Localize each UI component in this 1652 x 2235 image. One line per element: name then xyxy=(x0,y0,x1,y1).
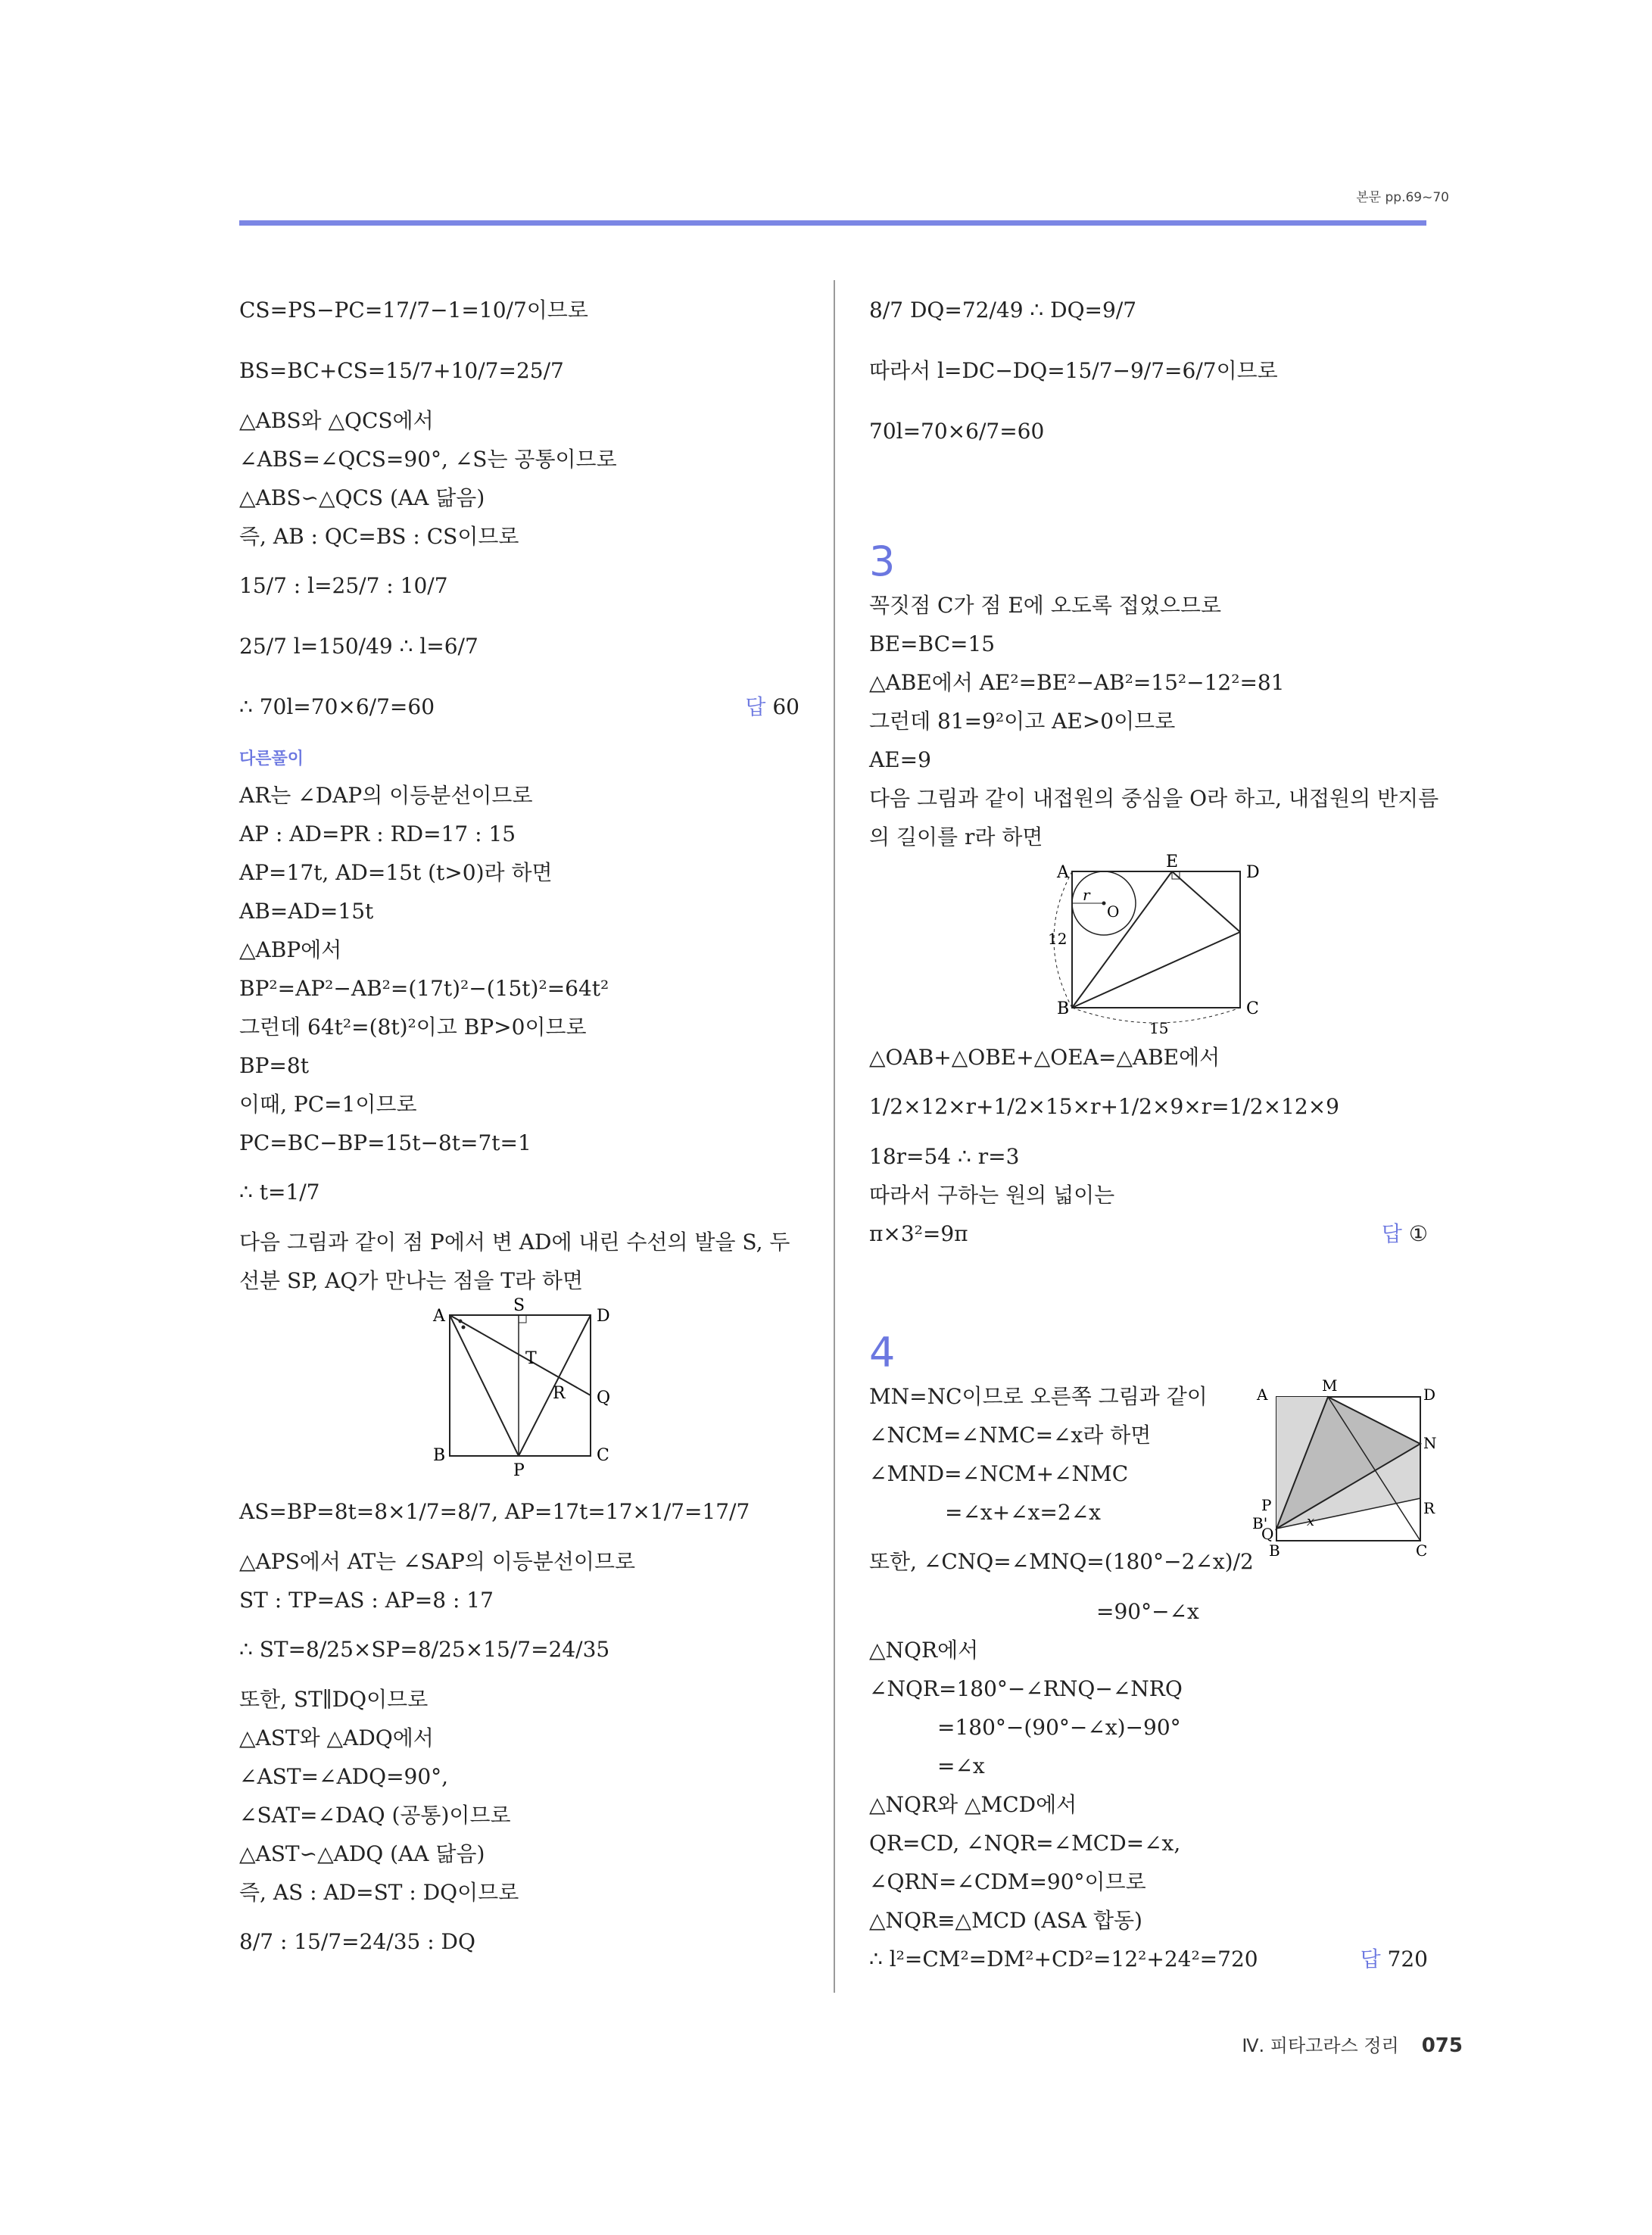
math-line: AB=AD=15t xyxy=(239,899,374,924)
math-line: 즉, AB : QC=BS : CS이므로 xyxy=(239,524,519,549)
label-a: A xyxy=(1057,863,1069,882)
answer-60 xyxy=(745,677,800,737)
text-line: 따라서 구하는 원의 넓이는 xyxy=(869,1183,1115,1208)
text-line: 다음 그림과 같이 점 P에서 변 AD에 내린 수선의 발을 S, 두 xyxy=(239,1230,790,1255)
math-line: ST : TP=AS : AP=8 : 17 xyxy=(239,1588,494,1613)
math-line: 1/2×12×r+1/2×15×r+1/2×9×r=1/2×12×9 xyxy=(869,1094,1339,1119)
label-r: r xyxy=(1083,886,1090,904)
label-e: E xyxy=(1166,853,1179,871)
math-line: ∴ ST=8/25×SP=8/25×15/7=24/35 xyxy=(239,1637,610,1662)
math-line: =∠x xyxy=(937,1753,985,1778)
label-c: C xyxy=(1416,1541,1428,1560)
label-a: A xyxy=(1257,1386,1268,1404)
math-line: ∠NQR=180°−∠RNQ−∠NRQ xyxy=(869,1676,1183,1701)
answer-line xyxy=(239,677,800,737)
math-line: ∠SAT=∠DAQ (공통)이므로 xyxy=(239,1803,511,1828)
math-line: BP²=AP²−AB²=(17t)²−(15t)²=64t² xyxy=(239,976,609,1001)
label-a: A xyxy=(433,1307,445,1326)
label-12: 12 xyxy=(1048,930,1068,948)
label-t: T xyxy=(525,1349,537,1368)
math-line: 즉, AS : AD=ST : DQ이므로 xyxy=(239,1880,519,1905)
math-line: MN=NC이므로 오른쪽 그림과 같이 xyxy=(869,1384,1208,1409)
math-line: ∠MND=∠NCM+∠NMC xyxy=(869,1461,1129,1486)
text-line: 선분 SP, AQ가 만나는 점을 T라 하면 xyxy=(239,1268,584,1293)
label-b: B xyxy=(433,1446,446,1465)
label-r: R xyxy=(1423,1499,1435,1517)
label-c: C xyxy=(597,1446,609,1465)
math-line: △NQR에서 xyxy=(869,1638,979,1663)
page-footer xyxy=(1242,2031,1463,2057)
math-line: AS=BP=8t=8×1/7=8/7, AP=17t=17×1/7=17/7 xyxy=(239,1499,750,1524)
label-15: 15 xyxy=(1149,1019,1169,1037)
math-line: △ABS∽△QCS (AA 닮음) xyxy=(239,485,485,510)
math-line: BP=8t xyxy=(239,1053,309,1078)
math-line: ∠QRN=∠CDM=90°이므로 xyxy=(869,1869,1146,1894)
spacer xyxy=(869,462,1428,538)
label-q: Q xyxy=(1261,1525,1274,1543)
math-line: 또한, ST∥DQ이므로 xyxy=(239,1687,429,1712)
chapter-title: Ⅳ. 피타고라스 정리 xyxy=(1242,2035,1399,2056)
label-d: D xyxy=(597,1307,610,1326)
text-line: 꼭짓점 C가 점 E에 오도록 접었으므로 xyxy=(869,593,1222,618)
label-s: S xyxy=(513,1296,525,1315)
left-column xyxy=(239,280,800,1972)
math-line: AP=17t, AD=15t (t>0)라 하면 xyxy=(239,860,553,885)
answer-value: 60 xyxy=(772,694,800,719)
math-line: 15/7 : l=25/7 : 10/7 xyxy=(239,573,448,598)
label-x: x xyxy=(1307,1513,1315,1529)
math-line: 이때, PC=1이므로 xyxy=(239,1092,417,1117)
math-line: 그런데 64t²=(8t)²이고 BP>0이므로 xyxy=(239,1015,587,1040)
header-rule xyxy=(239,220,1426,226)
label-q: Q xyxy=(597,1389,611,1407)
math-text: ∴ 70l=70×6/7=60 xyxy=(239,694,435,719)
label-c: C xyxy=(1246,999,1259,1018)
math-line: △AST와 △ADQ에서 xyxy=(239,1725,434,1750)
text-line: 다음 그림과 같이 내접원의 중심을 O라 하고, 내접원의 반지름 xyxy=(869,786,1439,811)
label-b: B xyxy=(1057,999,1070,1018)
math-line: 그런데 81=9²이고 AE>0이므로 xyxy=(869,709,1176,734)
alt-note-label: 다른풀이 xyxy=(239,750,304,768)
math-line: AE=9 xyxy=(869,747,931,772)
figure-incircle xyxy=(869,853,1428,1038)
math-line: 70l=70×6/7=60 xyxy=(869,419,1045,444)
math-line: △OAB+△OBE+△OEA=△ABE에서 xyxy=(869,1045,1220,1070)
math-line: △ABE에서 AE²=BE²−AB²=15²−12²=81 xyxy=(869,670,1285,695)
math-line: BS=BC+CS=15/7+10/7=25/7 xyxy=(239,358,564,383)
label-o: O xyxy=(1107,902,1120,921)
math-line: 18r=54 ∴ r=3 xyxy=(869,1144,1020,1169)
math-line: △ABP에서 xyxy=(239,937,342,962)
answer-1 xyxy=(1382,1214,1428,1253)
label-b-prime: B' xyxy=(1252,1514,1268,1532)
label-p: P xyxy=(513,1461,525,1480)
answer-720 xyxy=(1361,1940,1428,1978)
page-number: 075 xyxy=(1421,2034,1463,2057)
answer-value: 720 xyxy=(1387,1947,1428,1972)
column-divider xyxy=(834,280,835,1993)
math-line: 25/7 l=150/49 ∴ l=6/7 xyxy=(239,634,478,659)
math-line: CS=PS−PC=17/7−1=10/7이므로 xyxy=(239,298,588,323)
label-n: N xyxy=(1423,1434,1437,1452)
math-text: ∴ l²=CM²=DM²+CD²=12²+24²=720 xyxy=(869,1947,1258,1972)
math-line: AR는 ∠DAP의 이등분선이므로 xyxy=(239,783,533,808)
label-p: P xyxy=(1261,1496,1272,1514)
problem-number-4: 4 xyxy=(869,1329,896,1376)
answer-value: ① xyxy=(1408,1221,1428,1246)
math-line: =∠x+∠x=2∠x xyxy=(945,1500,1101,1525)
math-line: =90°−∠x xyxy=(1096,1599,1199,1624)
answer-line xyxy=(869,1214,1428,1253)
label-b: B xyxy=(1269,1541,1280,1560)
math-line: △APS에서 AT는 ∠SAP의 이등분선이므로 xyxy=(239,1549,636,1574)
math-line: PC=BC−BP=15t−8t=7t=1 xyxy=(239,1130,531,1155)
answer-mark: 답 xyxy=(745,694,766,719)
alt-solution-note xyxy=(239,737,800,776)
label-r: R xyxy=(553,1384,566,1403)
answer-mark: 답 xyxy=(1381,1221,1402,1246)
math-line: QR=CD, ∠NQR=∠MCD=∠x, xyxy=(869,1831,1181,1856)
math-line: ∠NCM=∠NMC=∠x라 하면 xyxy=(869,1423,1152,1448)
math-line: 또한, ∠CNQ=∠MNQ=(180°−2∠x)/2 xyxy=(869,1549,1254,1574)
text-line: 의 길이를 r라 하면 xyxy=(869,824,1043,849)
spacer xyxy=(869,1253,1428,1329)
math-line: ∠ABS=∠QCS=90°, ∠S는 공통이므로 xyxy=(239,447,617,472)
math-line: =180°−(90°−∠x)−90° xyxy=(937,1715,1181,1740)
right-column xyxy=(869,280,1439,1978)
problem4-block xyxy=(869,1376,1437,1631)
label-d: D xyxy=(1246,863,1260,882)
answer-mark: 답 xyxy=(1360,1947,1381,1972)
math-line: △NQR≡△MCD (ASA 합동) xyxy=(869,1908,1142,1933)
page-reference: 본문 pp.69~70 xyxy=(1356,190,1449,205)
math-line: 따라서 l=DC−DQ=15/7−9/7=6/7이므로 xyxy=(869,358,1278,383)
math-line: △ABS와 △QCS에서 xyxy=(239,408,434,433)
math-line: AP : AD=PR : RD=17 : 15 xyxy=(239,821,516,846)
math-line: ∴ t=1/7 xyxy=(239,1180,320,1205)
problem-number-3: 3 xyxy=(869,538,896,585)
math-line: 8/7 : 15/7=24/35 : DQ xyxy=(239,1929,475,1954)
math-line: BE=BC=15 xyxy=(869,631,996,656)
answer-line xyxy=(869,1940,1428,1978)
figure-square-abcd xyxy=(239,1296,800,1482)
label-d: D xyxy=(1423,1386,1436,1404)
label-m: M xyxy=(1322,1376,1338,1395)
math-line: △AST∽△ADQ (AA 닮음) xyxy=(239,1841,485,1866)
math-line: 8/7 DQ=72/49 ∴ DQ=9/7 xyxy=(869,298,1137,323)
math-line: △NQR와 △MCD에서 xyxy=(869,1792,1077,1817)
math-text: π×3²=9π xyxy=(869,1221,968,1246)
math-line: ∠AST=∠ADQ=90°, xyxy=(239,1764,449,1789)
